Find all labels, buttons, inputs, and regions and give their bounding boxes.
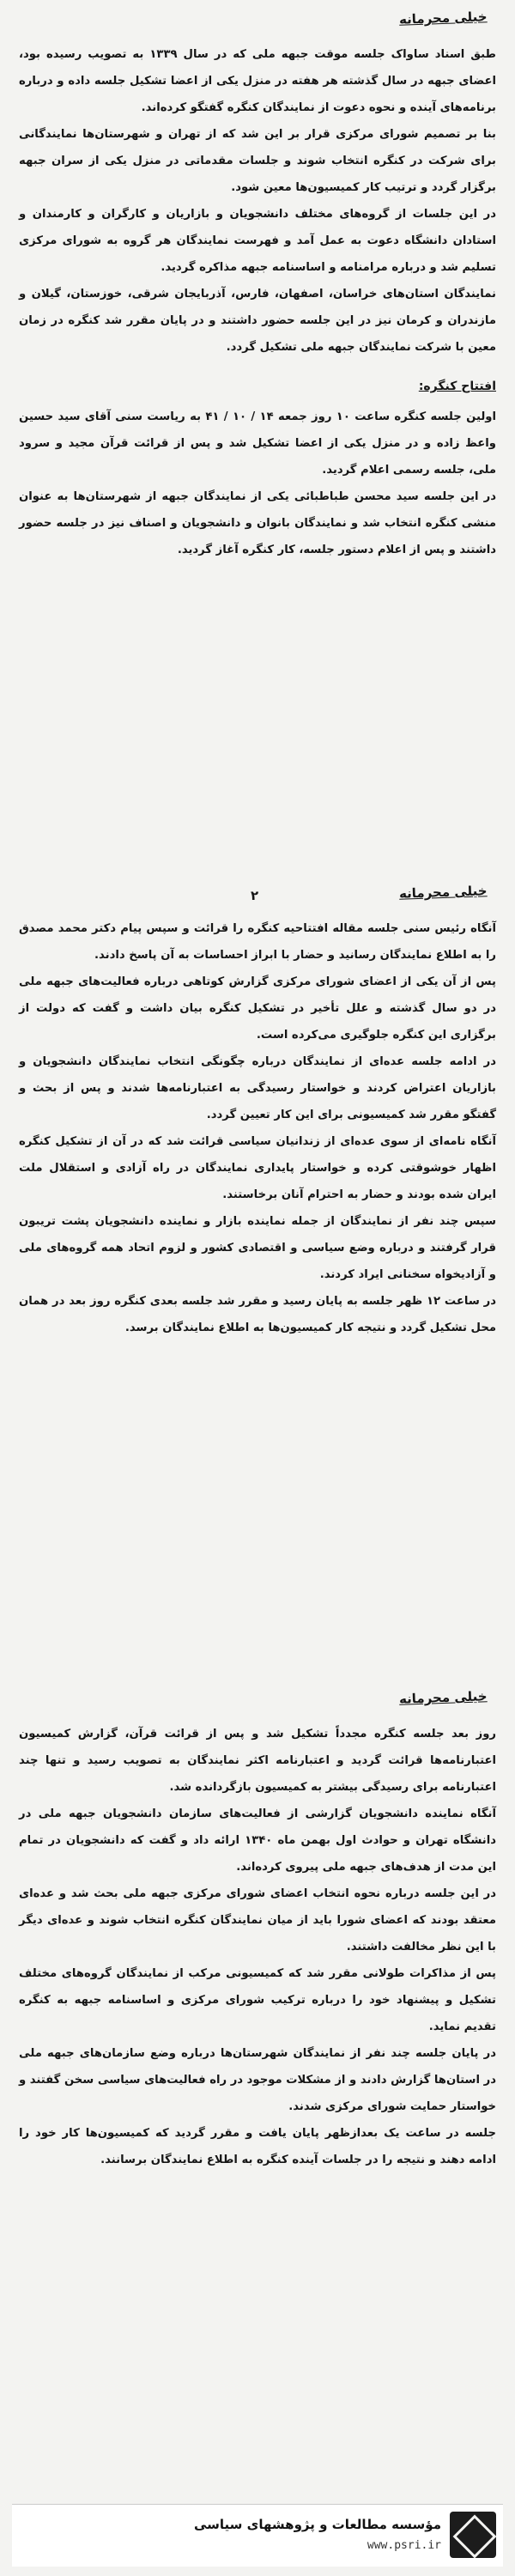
institute-logo-icon bbox=[450, 2512, 496, 2558]
paragraph: آنگاه نماینده دانشجویان گزارشی از فعالیت‌های سازمان دانشجویان جبهه ملی در دانشگاه تهران و حوادث اول بهمن ماه ۱۳۴۰ ارائه داد و گفت که دانشجویان در تمام این مدت از هدف‌های جبهه ملی پیروی کرده‌اند. bbox=[19, 1807, 496, 1874]
paragraph: اولین جلسه کنگره ساعت ۱۰ روز جمعه ۱۴ / ۱۰ / ۴۱ به ریاست سنی آقای سید حسین واعظ زاده و در منزل یکی از اعضا تشکیل شد و پس از قرائت قرآن مجید و سرود ملی، جلسه رسمی اعلام گردید. bbox=[19, 410, 496, 477]
paragraph: در پایان جلسه چند نفر از نمایندگان شهرستان‌ها درباره وضع سازمان‌های جبهه ملی در استان‌ها گزارش دادند و از مشکلات موجود در راه فعالیت‌های سیاسی سخن گفتند و خواستار حمایت شورای مرکزی شدند. bbox=[19, 2047, 496, 2113]
section-heading: افتتاح کنگره: bbox=[418, 380, 496, 393]
classification-stamp: خیلی محرمانه bbox=[399, 1688, 488, 1707]
paragraph: جلسه در ساعت یک بعدازظهر پایان یافت و مقرر گردید که کمیسیون‌ها کار خود را ادامه دهند و نتیجه را در جلسات آینده کنگره به اطلاع نمایندگان برسانند. bbox=[19, 2127, 496, 2166]
paragraph: روز بعد جلسه کنگره مجدداً تشکیل شد و پس از قرائت قرآن، گزارش کمیسیون اعتبارنامه‌ها قرائت گردید و اعتبارنامه اکثر نمایندگان به تصویب رسید و تنها چند اعتبارنامه برای رسیدگی بیشتر به کمیسیون بازگردانده شد. bbox=[19, 1728, 496, 1794]
section-1 bbox=[19, 10, 496, 852]
paragraph: در این جلسه درباره نحوه انتخاب اعضای شورای مرکزی جبهه ملی بحث شد و عده‌ای معتقد بودند که اعضای شورا باید از میان نمایندگان کنگره انتخاب شوند و عده‌ای دیگر با این نظر مخالفت داشتند. bbox=[19, 1887, 496, 1953]
paragraph: در ادامه جلسه عده‌ای از نمایندگان درباره چگونگی انتخاب نمایندگان دانشجویان و بازاریان اعتراض کردند و خواستار رسیدگی به اعتبارنامه‌ها شدند و پس از بحث و گفتگو مقرر شد کمیسیونی برای این کار تعیین گردد. bbox=[19, 1055, 496, 1121]
paragraph: نمایندگان استان‌های خراسان، اصفهان، فارس، آذربایجان شرقی، خوزستان، گیلان و مازندران و کرمان نیز در این جلسه حضور داشتند و در پایان مقرر شد کنگره در زمان معین با شرکت نمایندگان جبهه ملی تشکیل گردد. bbox=[19, 288, 496, 354]
paragraph: در ساعت ۱۲ ظهر جلسه به پایان رسید و مقرر شد جلسه بعدی کنگره روز بعد در همان محل تشکیل گردد و نتیجه کار کمیسیون‌ها به اطلاع نمایندگان برسد. bbox=[19, 1295, 496, 1334]
footer-watermark bbox=[12, 2504, 503, 2567]
page-number: ۲ bbox=[251, 888, 259, 903]
institute-website: www.psri.ir bbox=[367, 2539, 441, 2552]
paragraph: پس از مذاکرات طولانی مقرر شد که کمیسیونی مرکب از نمایندگان گروه‌های مختلف تشکیل و پیشنهاد خود را درباره ترکیب شورای مرکزی و اساسنامه جبهه به کنگره تقدیم نماید. bbox=[19, 1967, 496, 2033]
section-3 bbox=[19, 1690, 496, 2488]
paragraph: آنگاه رئیس سنی جلسه مقاله افتتاحیه کنگره را قرائت و سپس پیام دکتر محمد مصدق را به اطلاع نمایندگان رسانید و حضار با ابراز احساسات به آن پاسخ دادند. bbox=[19, 922, 496, 962]
classification-stamp: خیلی محرمانه bbox=[399, 883, 488, 902]
institute-name: مؤسسه مطالعات و پژوهشهای سیاسی bbox=[193, 2517, 441, 2532]
paragraph: پس از آن یکی از اعضای شورای مرکزی گزارش کوتاهی درباره فعالیت‌های جبهه ملی در دو سال گذشته و علل تأخیر در تشکیل کنگره بیان داشت و گفت که دولت از برگزاری این کنگره جلوگیری می‌کرده است. bbox=[19, 975, 496, 1042]
paragraph: بنا بر تصمیم شورای مرکزی قرار بر این شد که از تهران و شهرستان‌ها نمایندگانی برای شرکت در کنگره انتخاب شوند و جلسات مقدماتی در منزل یکی از سران جبهه برگزار گردد و ترتیب کار کمیسیون‌ها معین شود. bbox=[19, 128, 496, 194]
section-2 bbox=[19, 884, 496, 1631]
classification-stamp: خیلی محرمانه bbox=[399, 9, 488, 27]
paragraph: آنگاه نامه‌ای از سوی عده‌ای از زندانیان سیاسی قرائت شد که در آن از تشکیل کنگره اظهار خوشوقتی کرده و خواستار پایداری نمایندگان در راه آزادی و استقلال ملت ایران شده بودند و حضار به احترام آنان برخاستند. bbox=[19, 1135, 496, 1201]
logo-mark bbox=[453, 2515, 497, 2559]
paragraph: در این جلسات از گروه‌های مختلف دانشجویان و بازاریان و کارگران و کارمندان و استادان دانشگاه دعوت به عمل آمد و فهرست نمایندگان هر گروه به شورای مرکزی تسلیم شد و درباره مرامنامه و اساسنامه جبهه مذاکره گردید. bbox=[19, 208, 496, 274]
paragraph: سپس چند نفر از نمایندگان از جمله نماینده بازار و نماینده دانشجویان پشت تریبون قرار گرفتند و درباره وضع سیاسی و اقتصادی کشور و لزوم اتحاد همه گروه‌های ملی و آزادیخواه سخنانی ایراد کردند. bbox=[19, 1215, 496, 1281]
paragraph: در این جلسه سید محسن طباطبائی یکی از نمایندگان جبهه از شهرستان‌ها به عنوان منشی کنگره انتخاب شد و نمایندگان بانوان و دانشجویان و اصناف نیز در جلسه حضور داشتند و پس از اعلام دستور جلسه، کار کنگره آغاز گردید. bbox=[19, 490, 496, 556]
paragraph: طبق اسناد ساواک جلسه موقت جبهه ملی که در سال ۱۳۳۹ به تصویب رسیده بود، اعضای جبهه در سال گذشته هر هفته در منزل یکی از اعضا تشکیل جلسه داده و درباره برنامه‌های آینده و نحوه دعوت از نمایندگان کنگره گفتگو کرده‌اند. bbox=[19, 48, 496, 114]
